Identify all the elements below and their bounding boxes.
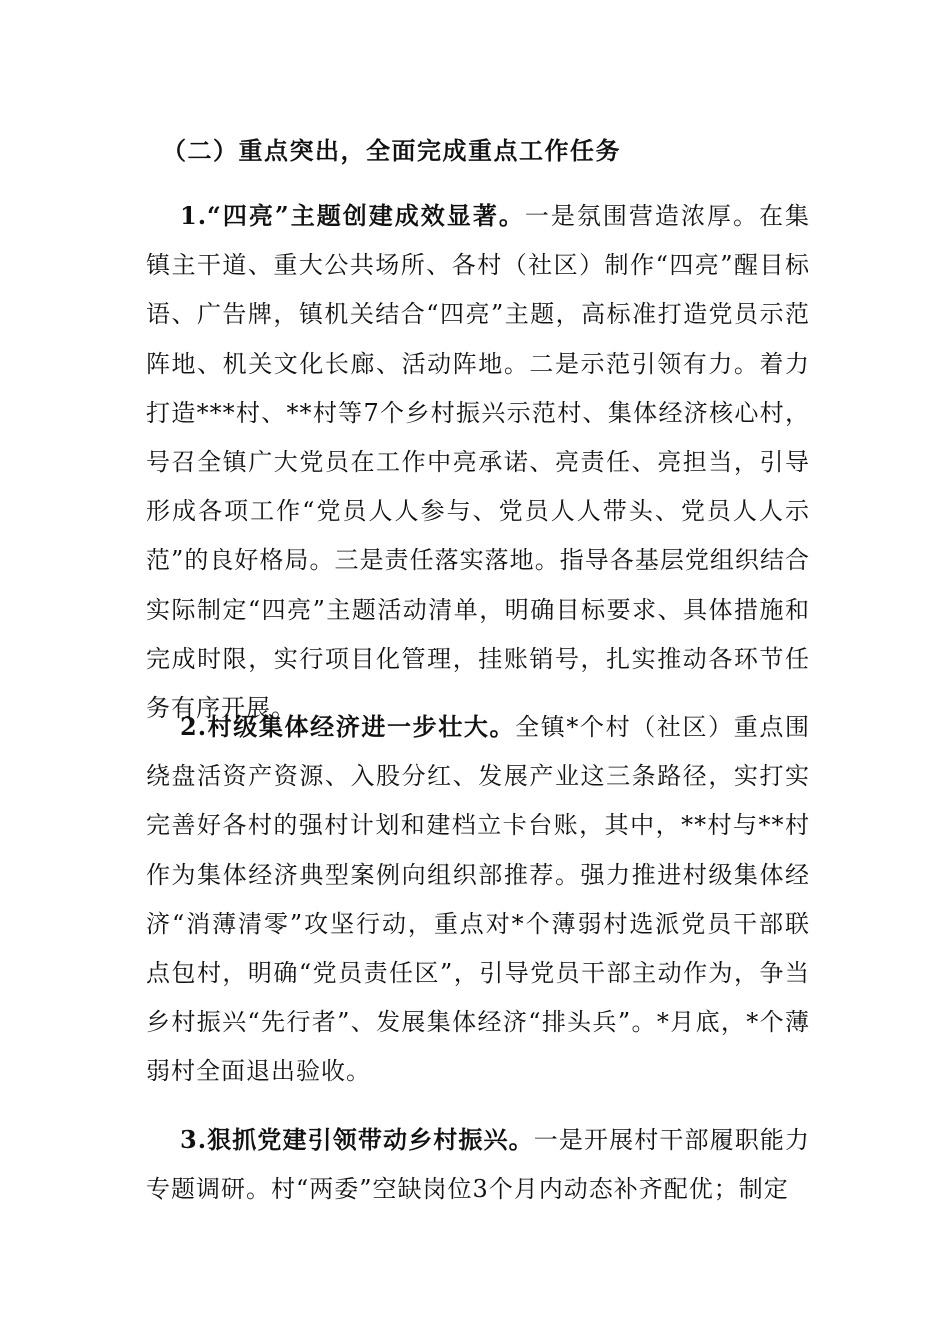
paragraph-lead: 3.狠抓党建引领带动乡村振兴。 — [180, 1125, 534, 1154]
paragraph-body: 一是氛围营造浓厚。在集镇主干道、重大公共场所、各村（社区）制作“四亮”醒目标语、广告牌，镇机关结合“四亮”主题，高标准打造党员示范阵地、机关文化长廊、活动阵地。二是示范引领有力。着力打造***村、**村等7个乡村振兴示范村、集体经济核心村，号召全镇广大党员在工作中亮承诺、亮责任、亮担当，引导形成各项工作“党员人人参与、党员人人带头、党员人人示范”的良好格局。三是责任落实落地。指导各基层党组织结合实际制定“四亮”主题活动清单，明确目标要求、具体措施和完成时限，实行项目化管理，挂账销号，扎实推动各环节任务有序开展。 — [146, 202, 811, 723]
paragraph-lead: 1.“四亮”主题创建成效显著。 — [180, 201, 525, 230]
paragraph-rural-revitalization — [146, 1115, 810, 1214]
paragraph-collective-economy — [146, 702, 810, 1097]
paragraph-lead: 2.村级集体经济进一步壮大。 — [180, 712, 516, 741]
paragraph-four-highlights — [146, 191, 810, 733]
section-heading: （二）重点突出，全面完成重点工作任务 — [162, 136, 621, 165]
paragraph-body: 一是开展村干部履职能力专题调研。村“两委”空缺岗位3个月内动态补齐配优；制定 — [146, 1126, 811, 1204]
paragraph-body: 全镇*个村（社区）重点围绕盘活资产资源、入股分红、发展产业这三条路径，实打实完善好各村的强村计划和建档立卡台账，其中，**村与**村作为集体经济典型案例向组织部推荐。强力推进村级集体经济“消薄清零”攻坚行动，重点对*个薄弱村选派党员干部联点包村，明确“党员责任区”，引导党员干部主动作为，争当乡村振兴“先行者”、发展集体经济“排头兵”。*月底，*个薄弱村全面退出验收。 — [146, 713, 811, 1086]
